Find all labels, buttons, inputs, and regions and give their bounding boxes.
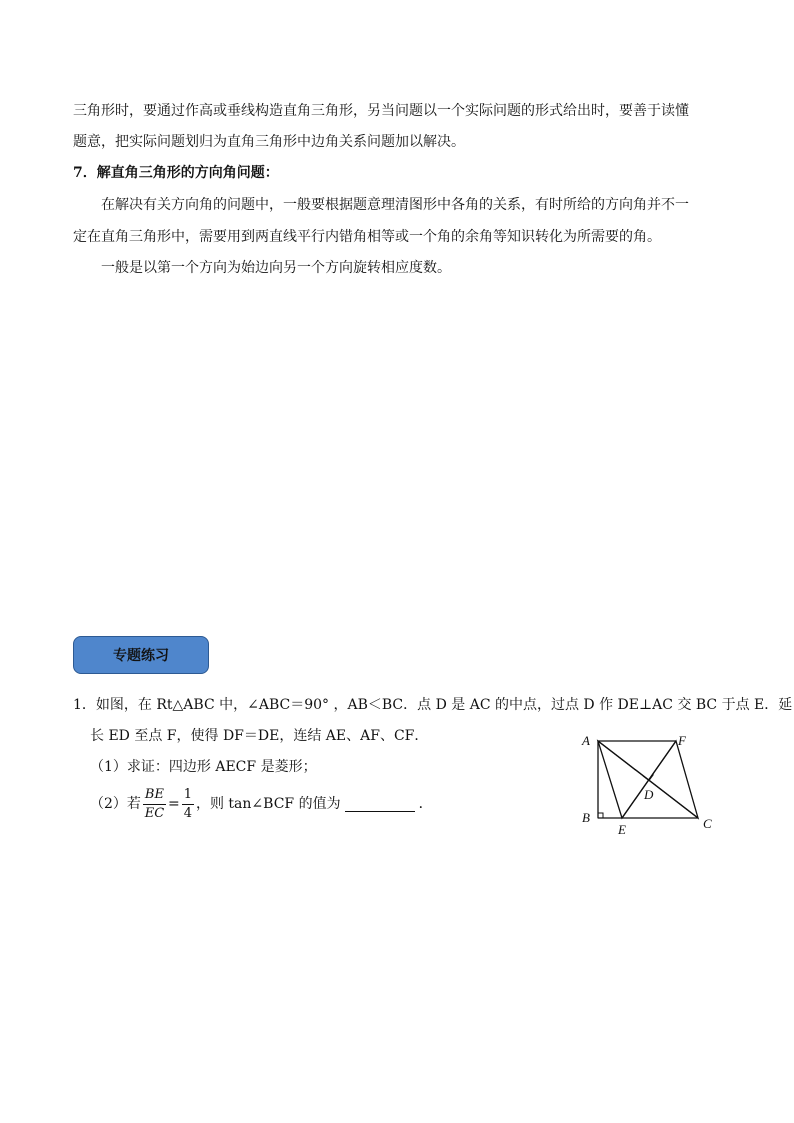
right-angle-mark-b (598, 813, 603, 818)
diagonal-ac (598, 741, 698, 818)
intro-line-2: 题意，把实际问题划归为直角三角形中边角关系问题加以解决。 (73, 134, 465, 150)
fraction-one-quarter (182, 786, 194, 823)
label-d: D (644, 787, 654, 802)
problem-1-part-1: （1）求证：四边形 AECF 是菱形； (90, 759, 317, 775)
part-2-prefix: （2）若 (90, 796, 141, 812)
label-b: B (582, 810, 590, 825)
section-7-para1-line1: 在解决有关方向角的问题中，一般要根据题意理清图形中各角的关系，有时所给的方向角并不一 (101, 197, 689, 213)
label-c: C (703, 816, 712, 831)
practice-badge-label: 专题练习 (113, 648, 169, 664)
fraction-one-quarter-denominator: 4 (183, 805, 192, 821)
part-2-end: ． (418, 796, 433, 812)
fraction-be-ec-denominator: EC (144, 805, 165, 821)
problem-1-part-2 (90, 784, 433, 824)
diagonal-ef (622, 741, 676, 818)
fraction-be-ec (143, 786, 166, 823)
problem-1-line-2: 长 ED 至点 F，使得 DF＝DE，连结 AE、AF、CF． (90, 728, 429, 744)
side-b-a (598, 741, 676, 818)
section-7-para2: 一般是以第一个方向为始边向另一个方向旋转相应度数。 (101, 260, 451, 276)
intro-line-1: 三角形时，要通过作高或垂线构造直角三角形，另当问题以一个实际问题的形式给出时，要善于读懂 (73, 103, 689, 119)
rhombus-aecf (598, 741, 698, 818)
label-a: A (582, 733, 590, 748)
equals-sign: = (167, 796, 180, 812)
problem-1-line-1: 1．如图，在 Rt△ABC 中，∠ABC＝90° ，AB＜BC．点 D 是 AC 的中点，过点 D 作 DE⊥AC 交 BC 于点 E．延 (73, 697, 793, 713)
answer-blank (345, 797, 415, 812)
fraction-be-ec-numerator: BE (143, 786, 166, 805)
right-angle-mark-d (643, 775, 654, 781)
fraction-one-quarter-numerator: 1 (182, 786, 194, 805)
section-7-heading: 7．解直角三角形的方向角问题： (73, 165, 279, 181)
label-e: E (618, 822, 626, 837)
practice-badge (73, 636, 209, 674)
part-2-suffix: ，则 tan∠BCF 的值为 (195, 796, 341, 812)
section-7-para1-line2: 定在直角三角形中，需要用到两直线平行内错角相等或一个角的余角等知识转化为所需要的角。 (73, 229, 661, 245)
label-f: F (678, 733, 686, 748)
